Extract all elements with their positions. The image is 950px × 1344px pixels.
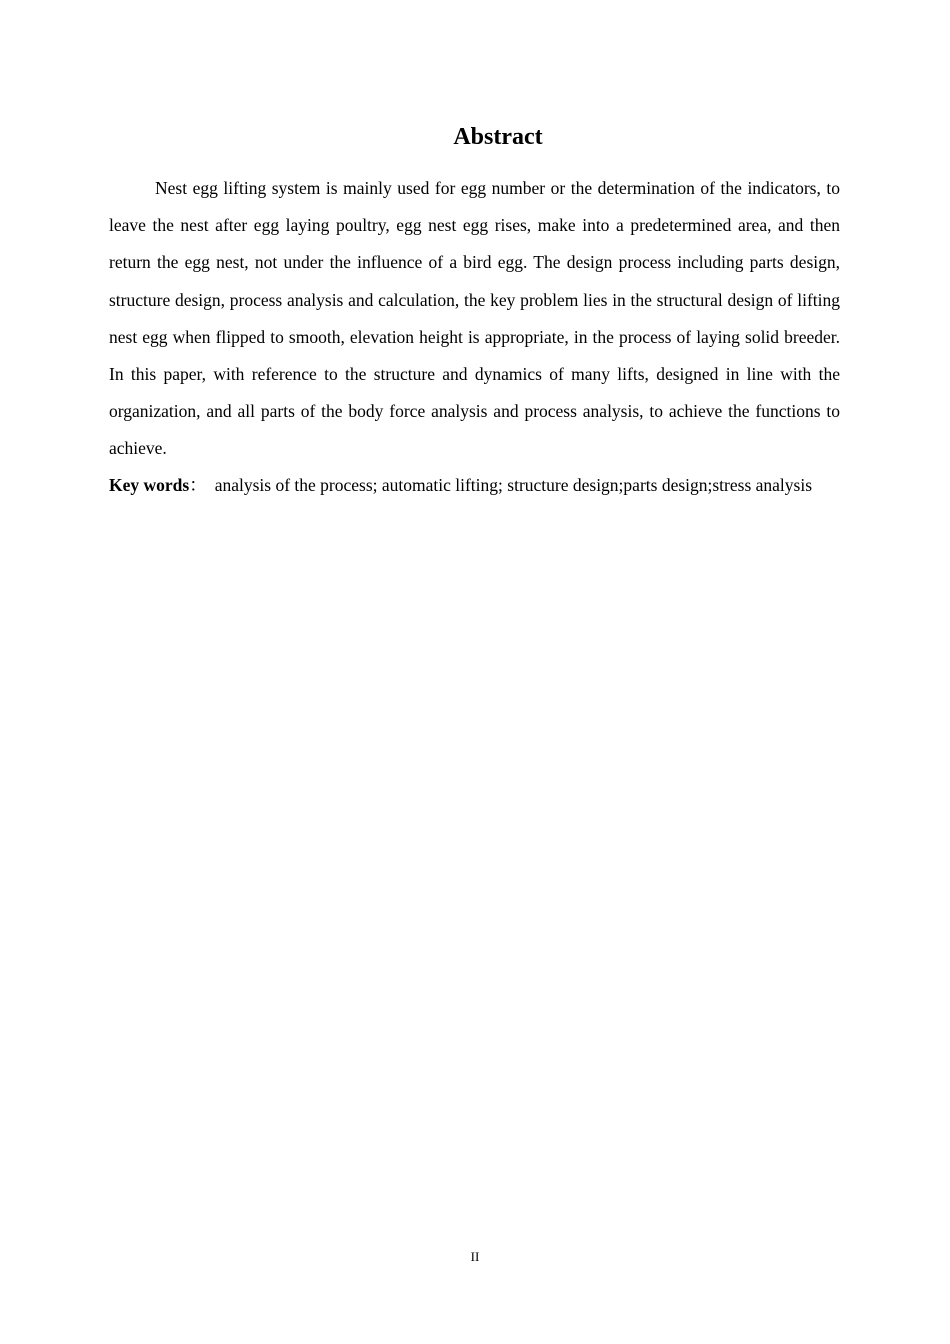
keywords-label: Key words: [109, 475, 190, 495]
keywords-separator: ：: [189, 475, 207, 495]
keywords-text: analysis of the process; automatic lifting; structure design;parts design;stress analysis: [214, 475, 813, 495]
page-number: II: [470, 1249, 480, 1264]
keywords-line: [109, 467, 840, 504]
abstract-paragraph: Nest egg lifting system is mainly used for egg number or the determination of the indicators, to leave the nest after egg laying poultry, egg nest egg rises, make into a predetermined area, and then return the egg nest, not under the influence of a bird egg. The design process including parts design, structure design, process analysis and calculation, the key problem lies in the structural design of lifting nest egg when flipped to smooth, elevation height is appropriate, in the process of laying solid breeder. In this paper, with reference to the structure and dynamics of many lifts, designed in line with the organization, and all parts of the body force analysis and process analysis, to achieve the functions to achieve.: [109, 178, 840, 459]
abstract-title: Abstract: [453, 124, 543, 150]
